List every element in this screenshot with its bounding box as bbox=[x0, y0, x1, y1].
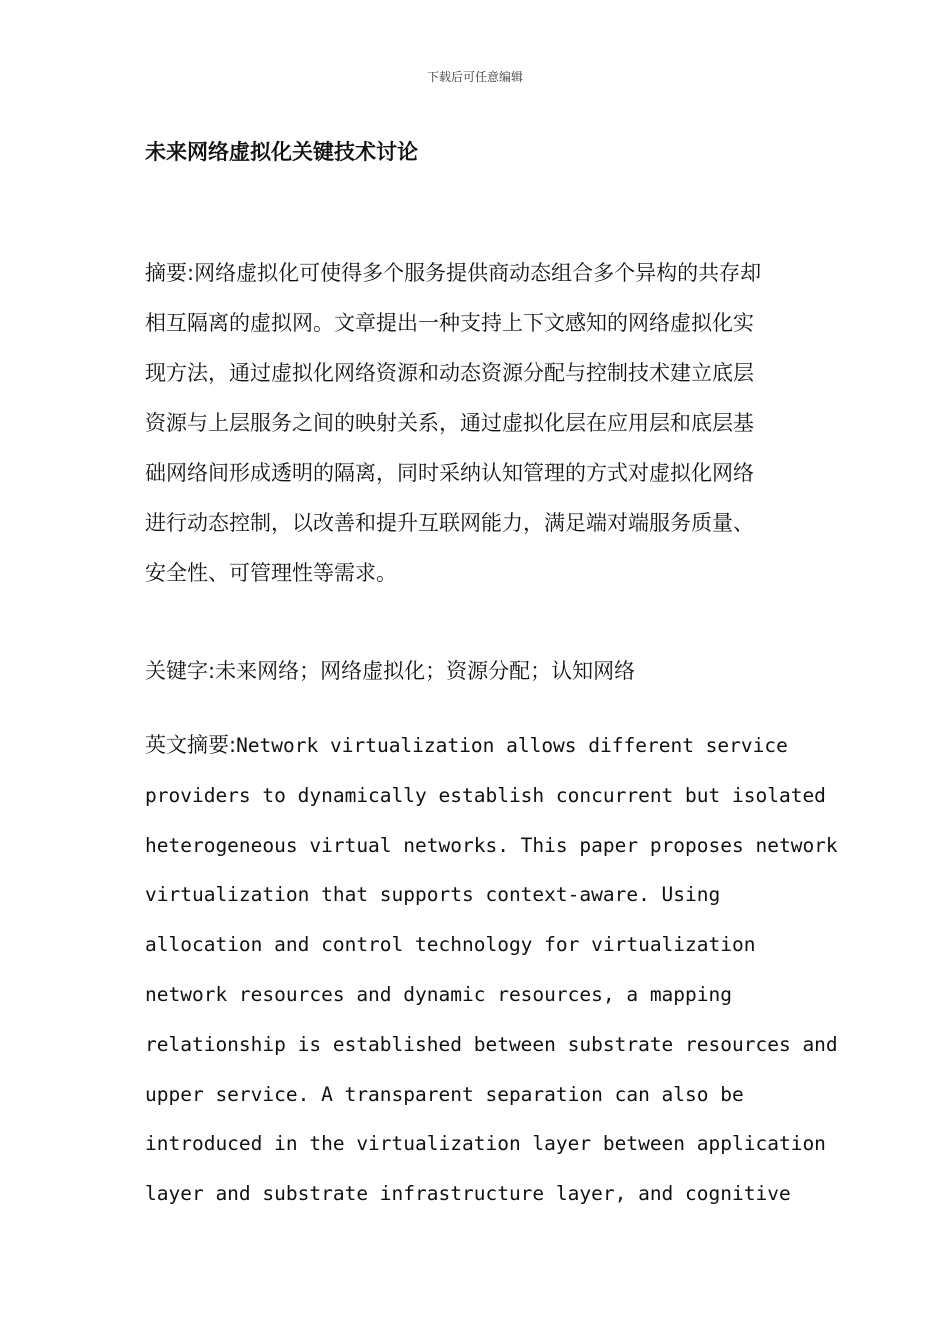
abstract-line: 资源与上层服务之间的映射关系，通过虚拟化层在应用层和底层基 bbox=[145, 411, 754, 435]
abstract-line: 安全性、可管理性等需求。 bbox=[145, 561, 397, 585]
english-abstract-text: Network virtualization allows different service bbox=[236, 734, 788, 757]
english-abstract-label: 英文摘要: bbox=[145, 733, 237, 757]
english-abstract-line: introduced in the virtualization layer between application bbox=[145, 1132, 826, 1156]
english-abstract-line: virtualization that supports context-aware. Using bbox=[145, 883, 721, 907]
keywords-section bbox=[145, 646, 810, 696]
english-abstract-line: providers to dynamically establish concurrent but isolated bbox=[145, 783, 826, 807]
document-title: 未来网络虚拟化关键技术讨论 bbox=[145, 140, 418, 164]
abstract-line: 相互隔离的虚拟网。文章提出一种支持上下文感知的网络虚拟化实 bbox=[145, 311, 754, 335]
english-abstract-first-line bbox=[145, 721, 825, 771]
abstract-line: 础网络间形成透明的隔离，同时采纳认知管理的方式对虚拟化网络 bbox=[145, 461, 754, 485]
english-abstract-line: network resources and dynamic resources, a mapping bbox=[145, 982, 732, 1006]
english-abstract-line: upper service. A transparent separation can also be bbox=[145, 1082, 744, 1106]
english-abstract-line: relationship is established between substrate resources and bbox=[145, 1032, 838, 1056]
english-abstract-line: allocation and control technology for virtualization bbox=[145, 933, 756, 957]
english-abstract bbox=[145, 721, 838, 1219]
abstract-line: 进行动态控制，以改善和提升互联网能力，满足端对端服务质量、 bbox=[145, 511, 754, 535]
abstract-line: 摘要:网络虚拟化可使得多个服务提供商动态组合多个异构的共存却 bbox=[145, 261, 762, 285]
english-abstract-line: layer and substrate infrastructure layer, and cognitive bbox=[145, 1182, 791, 1206]
abstract-line: 现方法，通过虚拟化网络资源和动态资源分配与控制技术建立底层 bbox=[145, 361, 754, 385]
english-abstract-line: heterogeneous virtual networks. This paper proposes network bbox=[145, 833, 838, 857]
keywords-line: 关键字:未来网络；网络虚拟化；资源分配；认知网络 bbox=[145, 659, 636, 683]
chinese-abstract bbox=[145, 248, 810, 598]
header-note: 下载后可任意编辑 bbox=[426, 70, 523, 84]
